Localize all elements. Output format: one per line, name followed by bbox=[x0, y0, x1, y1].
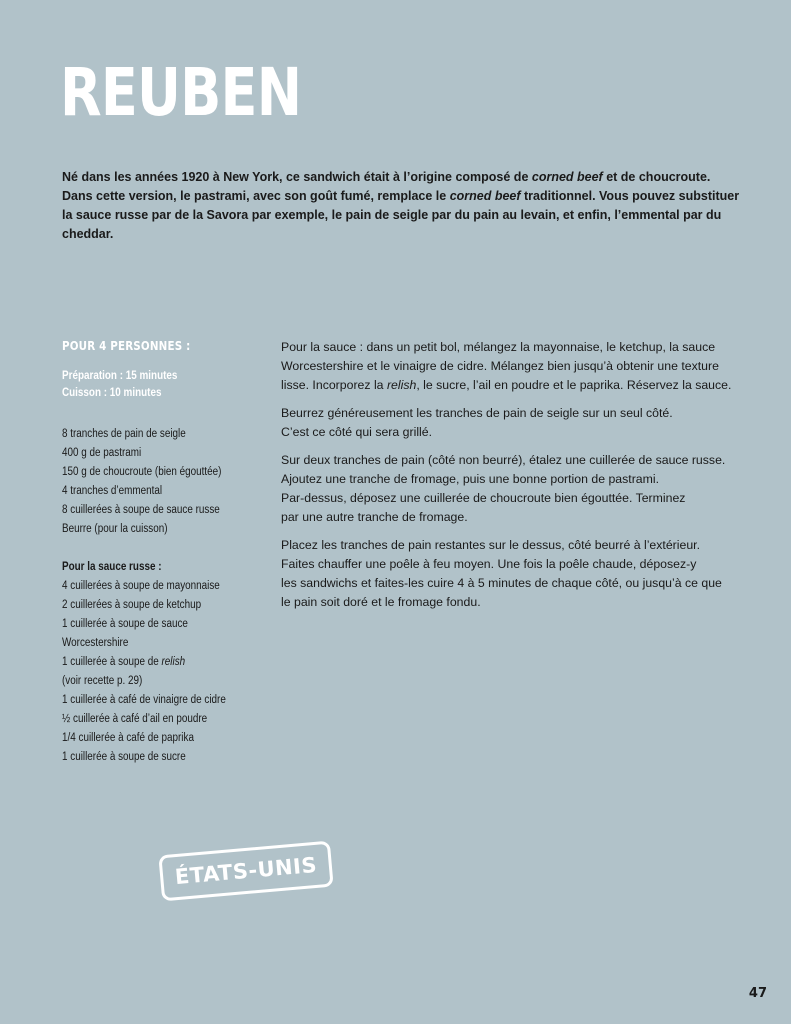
list-item: 1/4 cuillerée à café de paprika bbox=[62, 732, 194, 744]
prep-time: Préparation : 15 minutes bbox=[62, 370, 178, 382]
list-item: 2 cuillerées à soupe de ketchup bbox=[62, 599, 202, 611]
list-item: 1 cuillerée à soupe de sauce bbox=[62, 618, 188, 630]
list-item: 1 cuillerée à café de vinaigre de cidre bbox=[62, 694, 226, 706]
ingredient-list bbox=[62, 425, 234, 539]
timing-block bbox=[62, 368, 234, 402]
list-item: Beurre (pour la cuisson) bbox=[62, 523, 168, 535]
sauce-ingredient-list bbox=[62, 577, 234, 767]
country-stamp bbox=[158, 841, 333, 902]
list-item: 150 g de choucroute (bien égouttée) bbox=[62, 466, 222, 478]
instructions-column bbox=[281, 338, 741, 621]
list-item: 4 tranches d’emmental bbox=[62, 485, 163, 497]
instruction-step: Pour la sauce : dans un petit bol, mélangez la mayonnaise, le ketchup, la sauce Worcestershire et le vinaigre de cidre. Mélangez bien jusqu’à obtenir une texture lisse. Incorporez la relish, le sucre, l’ail en poudre et le paprika. Réservez la sauce. bbox=[281, 340, 732, 392]
list-item: 8 cuillerées à soupe de sauce russe bbox=[62, 504, 220, 516]
cook-time: Cuisson : 10 minutes bbox=[62, 387, 162, 399]
country-label: ÉTATS-UNIS bbox=[174, 852, 318, 890]
list-item: 1 cuillerée à soupe de relish bbox=[62, 656, 186, 668]
list-item: ½ cuillerée à café d’ail en poudre bbox=[62, 713, 208, 725]
page-number: 47 bbox=[748, 986, 767, 1001]
list-item: 1 cuillerée à soupe de sucre bbox=[62, 751, 186, 763]
list-item: 8 tranches de pain de seigle bbox=[62, 428, 186, 440]
page-title: REUBEN bbox=[60, 54, 302, 131]
ingredients-column bbox=[62, 337, 234, 767]
list-item: Worcestershire bbox=[62, 637, 129, 649]
instruction-step: Sur deux tranches de pain (côté non beurré), étalez une cuillerée de sauce russe. Ajoutez une tranche de fromage, puis une bonne portion de pastrami. Par-dessus, déposez une cuillerée de choucroute bien égouttée. Terminez par une autre tranche de fromage. bbox=[281, 453, 726, 524]
intro-paragraph: Né dans les années 1920 à New York, ce sandwich était à l’origine composé de corned beef et de choucroute. Dans cette version, le pastrami, avec son goût fumé, remplace le corned beef traditionnel. Vous pouvez substituer la sauce russe par de la Savora par exemple, le pain de seigle par du pain au levain, et enfin, l’emmental par du cheddar. bbox=[62, 170, 740, 241]
instruction-step: Beurrez généreusement les tranches de pain de seigle sur un seul côté. C’est ce côté qui sera grillé. bbox=[281, 406, 673, 439]
list-item: 400 g de pastrami bbox=[62, 447, 142, 459]
servings-heading: POUR 4 PERSONNES : bbox=[62, 339, 191, 353]
instruction-step: Placez les tranches de pain restantes sur le dessus, côté beurré à l’extérieur. Faites chauffer une poêle à feu moyen. Une fois la poêle chaude, déposez-y les sandwichs et faites-les cuire 4 à 5 minutes de chaque côté, ou jusqu’à ce que le pain soit doré et le fromage fondu. bbox=[281, 538, 722, 609]
sauce-heading: Pour la sauce russe : bbox=[62, 561, 162, 573]
list-item: 4 cuillerées à soupe de mayonnaise bbox=[62, 580, 220, 592]
list-item: (voir recette p. 29) bbox=[62, 675, 143, 687]
